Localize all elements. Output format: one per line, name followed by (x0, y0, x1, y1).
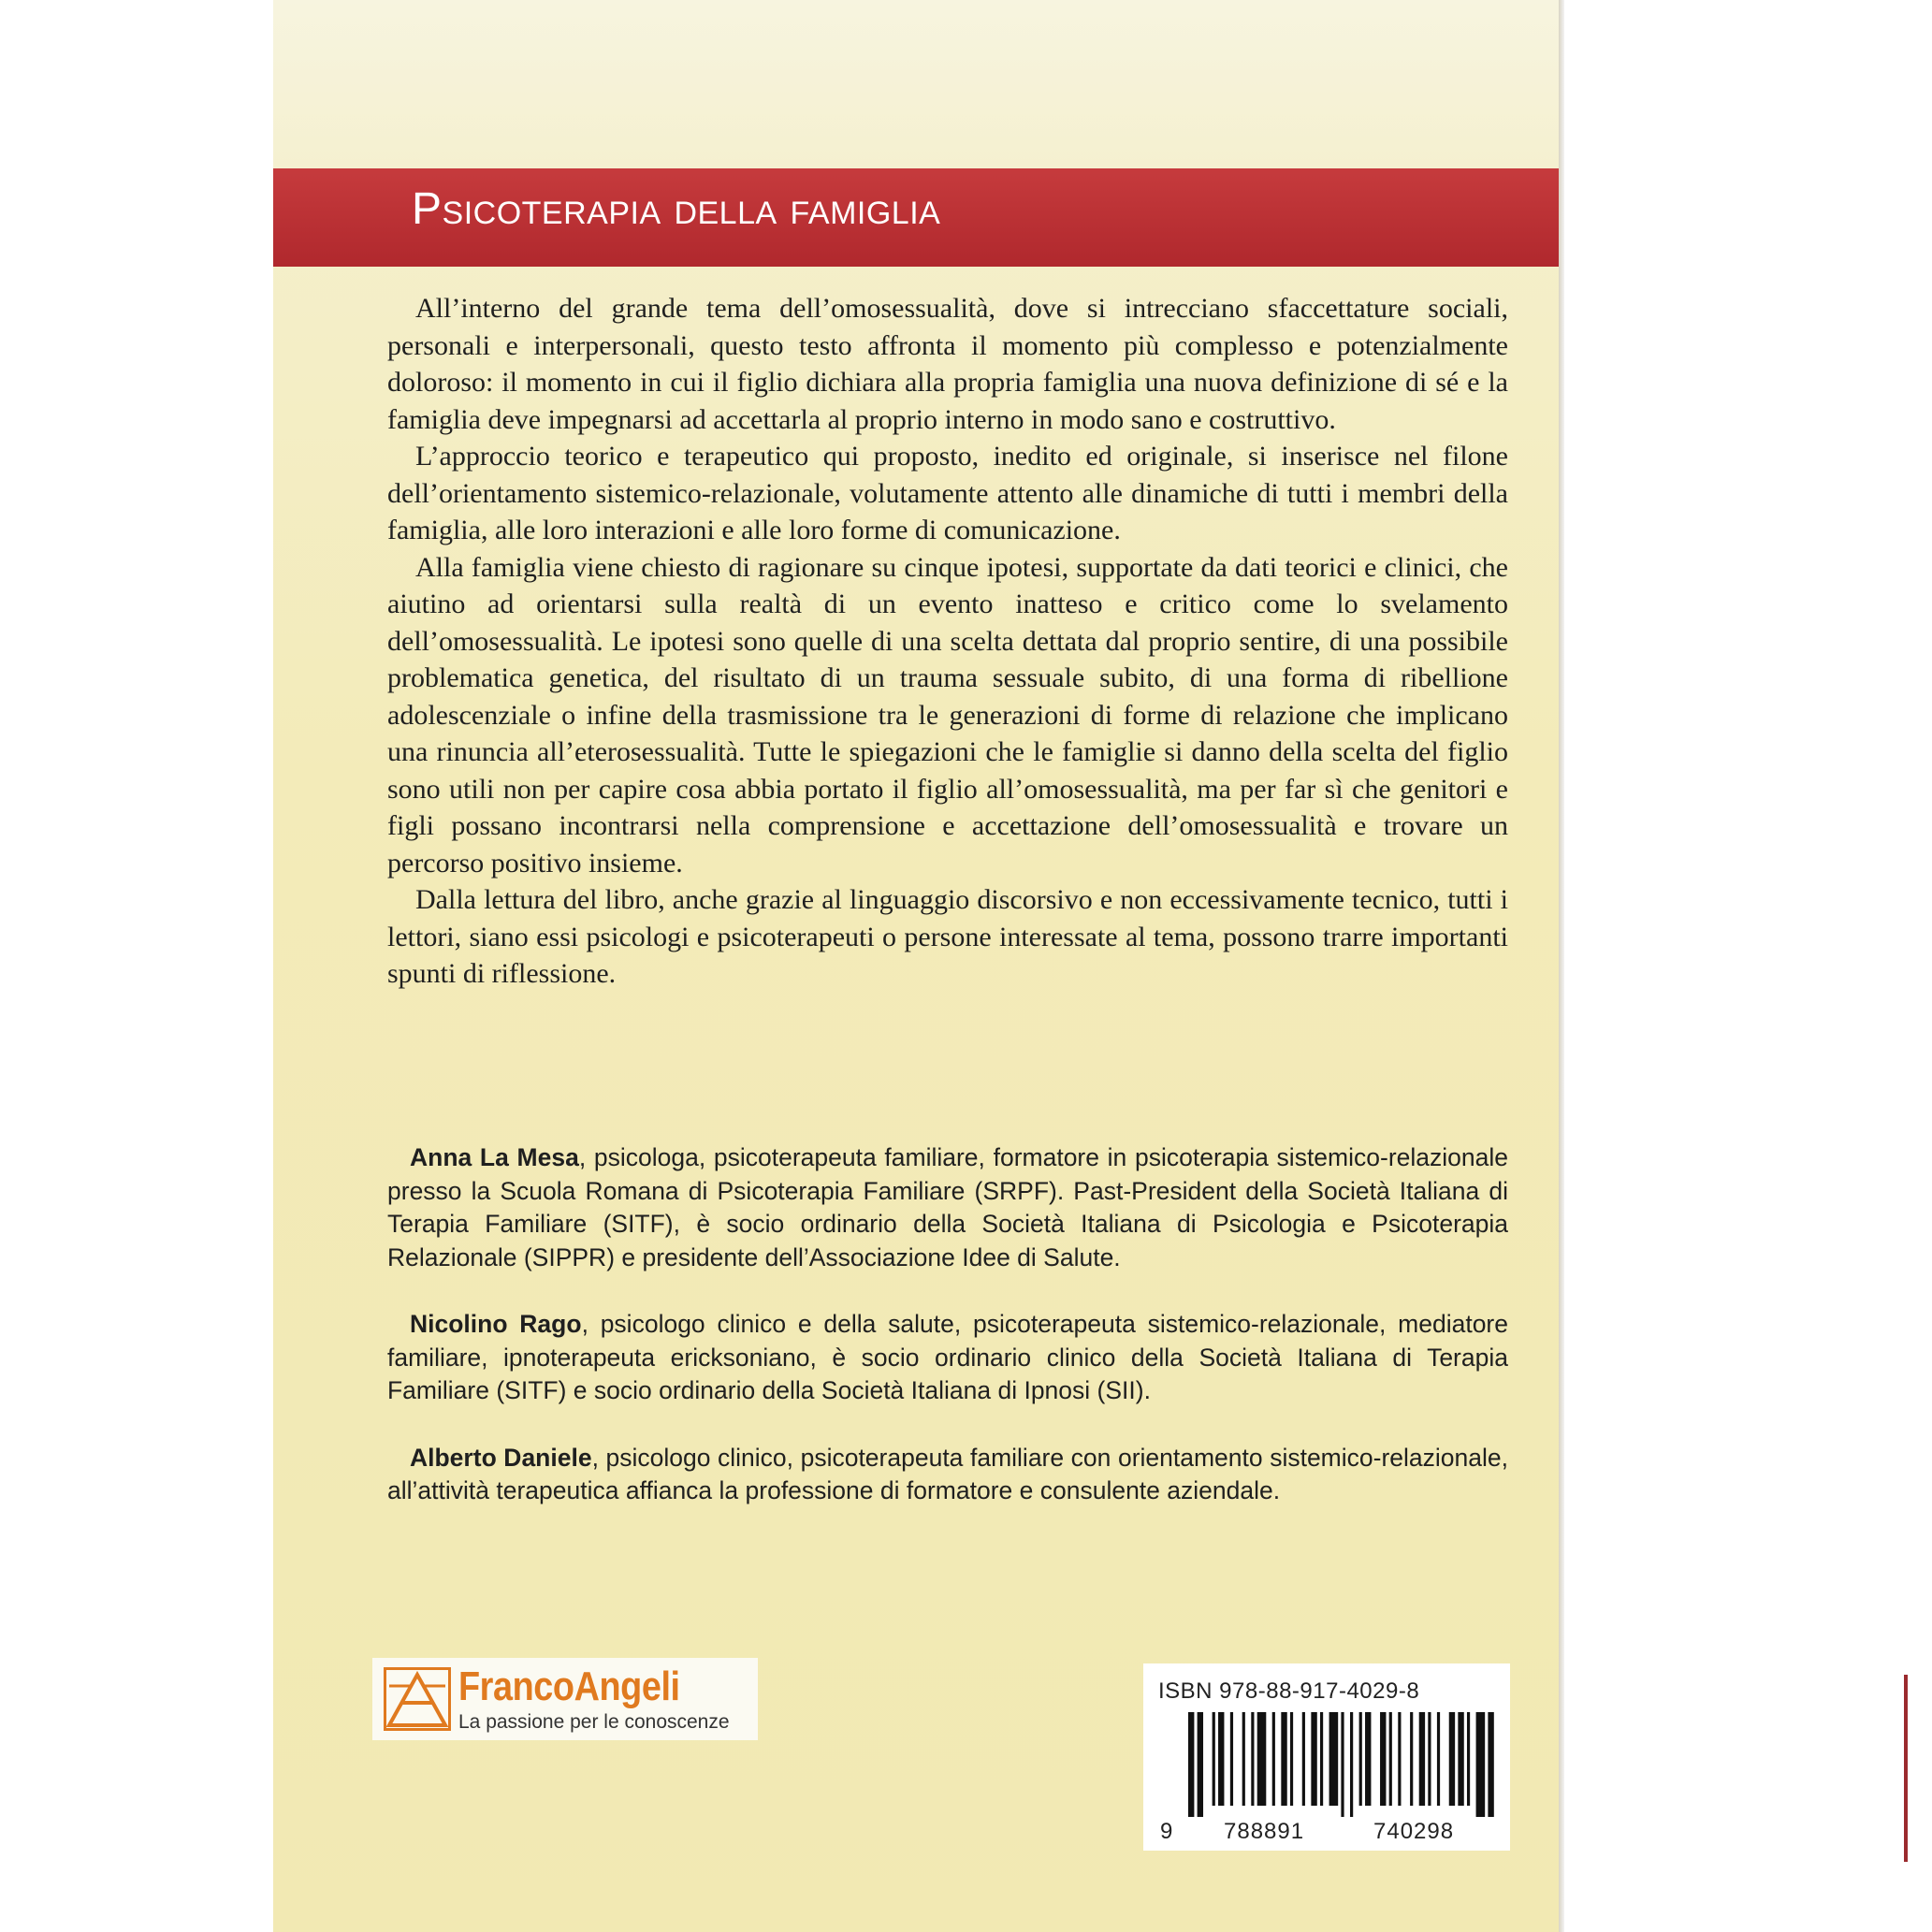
barcode-bar (1188, 1712, 1194, 1817)
barcode-bar (1350, 1712, 1353, 1817)
barcode-bar (1359, 1712, 1362, 1806)
barcode-bar (1218, 1712, 1224, 1806)
barcode-bar (1213, 1712, 1215, 1806)
barcode-digit-first: 9 (1160, 1819, 1174, 1844)
barcode-digits-left: 788891 (1224, 1819, 1305, 1844)
barcode-bar (1281, 1712, 1286, 1806)
barcode-bar (1398, 1712, 1401, 1806)
barcode-bar (1488, 1712, 1493, 1817)
barcode-bar (1320, 1712, 1323, 1806)
cover-edge (1559, 0, 1564, 1932)
description-paragraph: Alla famiglia viene chiesto di ragionare su cinque ipotesi, supportate da dati teorici e clinici, che aiutino ad orientarsi sulla realtà di un evento inatteso e critico come lo svelamento dell’omosessualità. Le ipotesi sono quelle di una scelta dettata dal proprio sentire, di una possibile problematica genetica, del risultato di un trauma sessuale subito, di una forma di ribellione adolescenziale o infine della trasmissione tra le generazioni di forme di relazione che implicano una rinuncia all’eterosessualità. Tutte le spiegazioni che le famiglie si danno della scelta del figlio sono utili non per capire cosa abbia portato il figlio all’omosessualità, ma per far sì che genitori e figli possano incontrarsi nella comprensione e accettazione dell’omosessualità e trovare un percorso positivo insieme. (387, 551, 1508, 879)
author-bios (387, 1141, 1508, 1542)
series-title: Psicoterapia della famiglia (412, 184, 941, 234)
barcode-bar (1272, 1712, 1275, 1806)
barcode-bar (1365, 1712, 1371, 1806)
author-bio-text: , psicologa, psicoterapeuta familiare, formatore in psicoterapia sistemico-relazionale presso la Scuola Romana di Psicoterapia Familiare (SRPF). Past-President della Società Italiana di Terapia Familiare (SITF), è socio ordinario della Società Italiana di Psicologia e Psicoterapia Relazionale (SIPPR) e presidente dell’Associazione Idee di Salute. (387, 1143, 1508, 1271)
author-bio (387, 1442, 1508, 1508)
spine-strip (1904, 1675, 1908, 1862)
barcode-bar (1467, 1712, 1470, 1806)
author-bio-text: , psicologo clinico, psicoterapeuta familiare con orientamento sistemico-relazionale, all’attività terapeutica affianca la professione di formatore e consulente aziendale. (387, 1443, 1508, 1504)
barcode-bar (1311, 1712, 1316, 1806)
barcode-bar (1380, 1712, 1386, 1806)
barcode-bar (1476, 1712, 1486, 1817)
barcode-bar (1389, 1712, 1392, 1806)
triangle-logo-icon (384, 1667, 451, 1731)
barcode-bar (1242, 1712, 1245, 1806)
description-paragraph: All’interno del grande tema dell’omosessualità, dove si intrecciano sfaccettature sociali, personali e interpersonali, questo testo affronta il momento più complesso e potenzialmente doloroso: il momento in cui il figlio dichiara alla propria famiglia una nuova definizione di sé e la famiglia deve impegnarsi ad accettarla al proprio interno in modo sano e costruttivo. (387, 293, 1508, 435)
barcode-bar (1458, 1712, 1463, 1806)
barcode-digits-right: 740298 (1373, 1819, 1455, 1844)
barcode-bar (1419, 1712, 1425, 1806)
description-paragraph: L’approccio teorico e terapeutico qui proposto, inedito ed originale, si inserisce nel filone dell’orientamento sistemico-relazionale, volutamente attento alle dinamiche di tutti i membri della famiglia, alle loro interazioni e alle loro forme di comunicazione. (387, 441, 1508, 545)
publisher-name: FrancoAngeli (458, 1663, 680, 1709)
isbn-label: ISBN 978-88-917-4029-8 (1158, 1678, 1420, 1704)
barcode-bar (1410, 1712, 1413, 1806)
author-bio (387, 1308, 1508, 1408)
barcode-bar (1428, 1712, 1431, 1806)
publisher-tagline: La passione per le conoscenze (458, 1711, 730, 1733)
barcode-bar (1437, 1712, 1440, 1806)
barcode-bar (1341, 1712, 1344, 1817)
barcode-bar (1257, 1712, 1267, 1806)
author-bio (387, 1141, 1508, 1274)
publisher-logo (372, 1658, 758, 1740)
author-name: Nicolino Rago (410, 1310, 582, 1338)
barcode-bar (1329, 1712, 1339, 1806)
author-bio-text: , psicologo clinico e della salute, psicoterapeuta sistemico-relazionale, mediatore familiare, ipnoterapeuta ericksoniano, è socio ordinario clinico della Società Italiana di Terapia Familiare (SITF) e socio ordinario della Società Italiana di Ipnosi (SII). (387, 1310, 1508, 1404)
description-paragraph: Dalla lettura del libro, anche grazie al linguaggio discorsivo e non eccessivamente tecnico, tutti i lettori, siano essi psicologi e psicoterapeuti o persone interessate al tema, possono trarre importanti spunti di riflessione. (387, 884, 1508, 989)
isbn-barcode (1143, 1663, 1510, 1851)
barcode-bar (1251, 1712, 1254, 1806)
barcode-bar (1449, 1712, 1455, 1806)
barcode-bar (1302, 1712, 1305, 1806)
book-description (387, 290, 1508, 993)
author-name: Alberto Daniele (410, 1443, 592, 1472)
author-name: Anna La Mesa (410, 1143, 579, 1171)
barcode-bar (1198, 1712, 1203, 1817)
barcode-bar (1230, 1712, 1233, 1806)
barcode-bars (1188, 1712, 1497, 1817)
barcode-bar (1290, 1712, 1293, 1806)
